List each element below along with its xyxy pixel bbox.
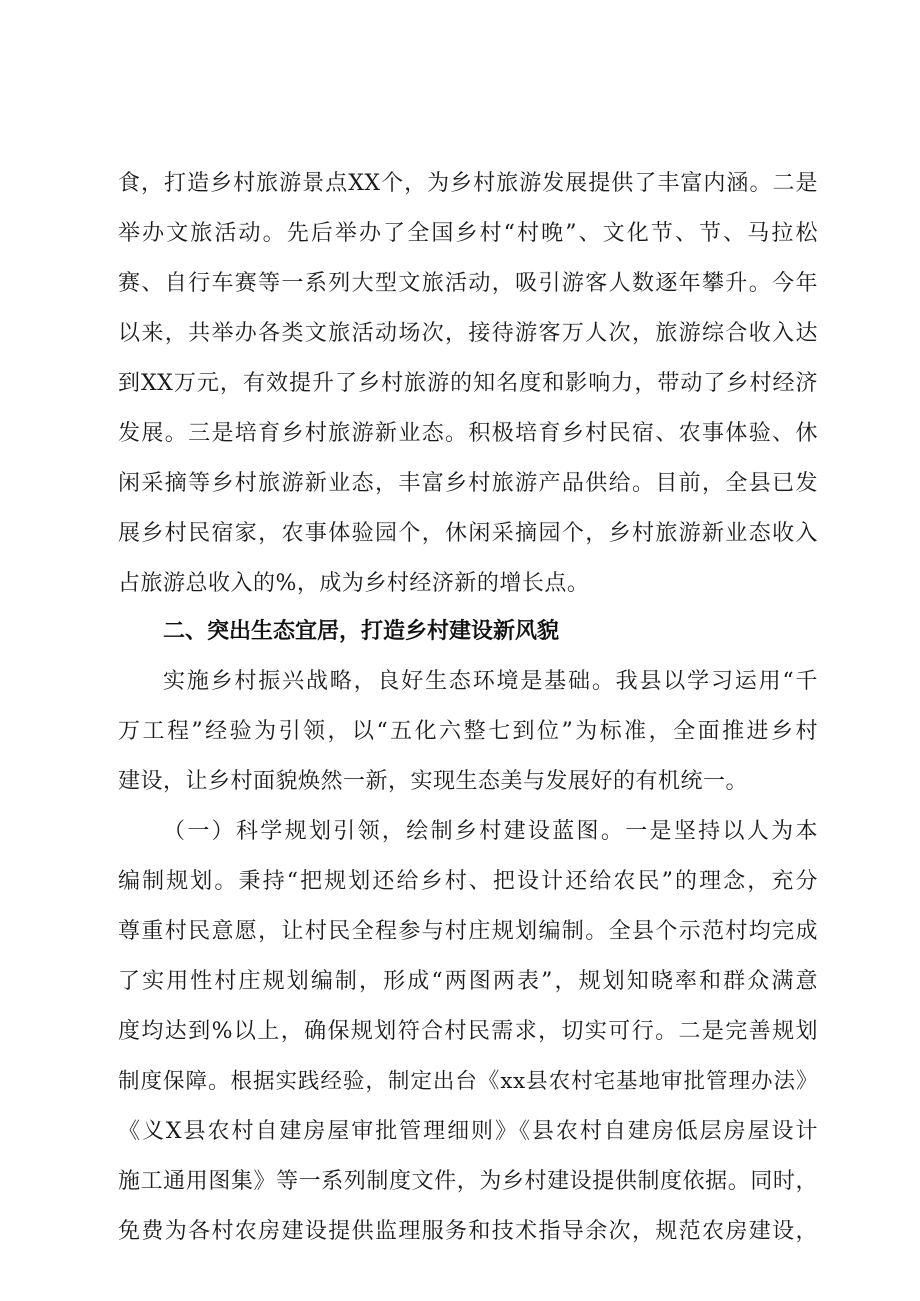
text-line: 度均达到%以上，确保规划符合村民需求，切实可行。二是完善规划	[118, 1019, 818, 1044]
text-line: 施工通用图集》等一系列制度文件，为乡村建设提供制度依据。同时，	[118, 1169, 818, 1194]
text-line: 举办文旅活动。先后举办了全国乡村“村晚”、文化节、节、马拉松	[118, 221, 818, 246]
text-line: 展乡村民宿家，农事体验园个，休闲采摘园个，乡村旅游新业态收入	[118, 521, 818, 546]
text-line: 制度保障。根据实践经验，制定出台《xx县农村宅基地审批管理办法》	[118, 1069, 818, 1094]
text-line: （一）科学规划引领，绘制乡村建设蓝图。一是坚持以人为本	[163, 819, 818, 844]
text-line: 免费为各村农房建设提供监理服务和技术指导余次，规范农房建设，	[118, 1219, 818, 1244]
text-line: 《义X县农村自建房屋审批管理细则》《县农村自建房低层房屋设计	[118, 1119, 818, 1144]
text-line: 编制规划。秉持“把规划还给乡村、把设计还给农民”的理念，充分	[118, 869, 818, 894]
text-line: 食，打造乡村旅游景点XX个，为乡村旅游发展提供了丰富内涵。二是	[118, 171, 818, 196]
text-line: 以来，共举办各类文旅活动场次，接待游客万人次，旅游综合收入达	[118, 321, 818, 346]
text-line: 发展。三是培育乡村旅游新业态。积极培育乡村民宿、农事体验、休	[118, 421, 818, 446]
text-line: 到XX万元，有效提升了乡村旅游的知名度和影响力，带动了乡村经济	[118, 371, 818, 396]
text-line: 赛、自行车赛等一系列大型文旅活动，吸引游客人数逐年攀升。今年	[118, 271, 818, 296]
text-line: 占旅游总收入的%，成为乡村经济新的增长点。	[118, 571, 590, 596]
text-line: 万工程”经验为引领，以“五化六整七到位”为标准，全面推进乡村	[118, 719, 818, 744]
section-heading: 二、突出生态宜居，打造乡村建设新风貌	[163, 619, 560, 644]
text-line: 建设，让乡村面貌焕然一新，实现生态美与发展好的有机统一。	[118, 769, 749, 794]
text-line: 了实用性村庄规划编制，形成“两图两表”，规划知晓率和群众满意	[118, 969, 818, 994]
text-line: 实施乡村振兴战略，良好生态环境是基础。我县以学习运用“千	[163, 669, 818, 694]
text-line: 闲采摘等乡村旅游新业态，丰富乡村旅游产品供给。目前，全县已发	[118, 471, 818, 496]
text-line: 尊重村民意愿，让村民全程参与村庄规划编制。全县个示范村均完成	[118, 919, 818, 944]
